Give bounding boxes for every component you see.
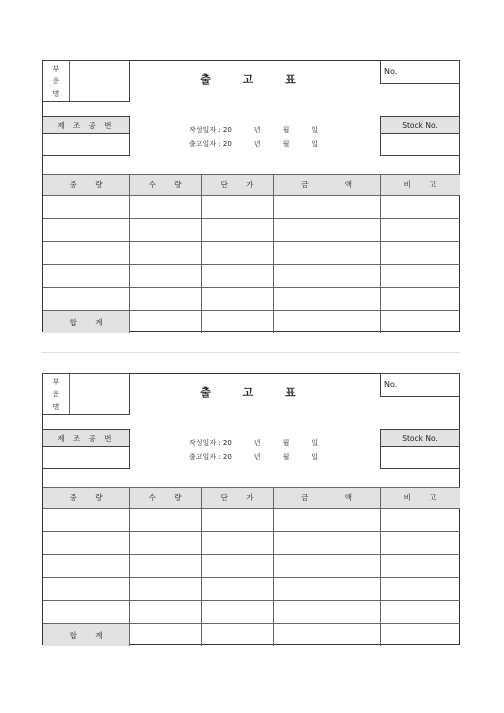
department-char: 부 [52, 378, 60, 387]
date-block [189, 123, 318, 151]
department-label [43, 374, 69, 415]
table-cell[interactable] [44, 219, 128, 240]
table-cell[interactable] [381, 288, 459, 309]
department-char: 부 [52, 65, 60, 74]
total-cell[interactable] [274, 624, 379, 645]
total-cell[interactable] [381, 311, 459, 332]
table-cell[interactable] [44, 578, 128, 599]
table-cell[interactable] [202, 265, 272, 286]
table-cell[interactable] [202, 601, 272, 622]
column-header: 수 량 [148, 180, 182, 189]
table-row-divider [43, 174, 460, 175]
table-cell[interactable] [381, 265, 459, 286]
table-cell[interactable] [274, 601, 379, 622]
product-number-label: 제 조 공 번 [42, 429, 130, 447]
product-number-input[interactable] [42, 133, 130, 156]
date-shipped-row: 출고일자 : 20 년 월 일 [189, 140, 319, 148]
table-cell[interactable] [44, 242, 128, 263]
table-cell[interactable] [274, 532, 379, 553]
table-cell[interactable] [381, 601, 459, 622]
no-label: No. [384, 380, 398, 389]
table-cell[interactable] [381, 242, 459, 263]
table-cell[interactable] [381, 219, 459, 240]
table-cell[interactable] [381, 196, 459, 217]
no-label: No. [384, 67, 398, 76]
table-cell[interactable] [130, 196, 200, 217]
product-number-label: 제 조 공 번 [42, 116, 130, 134]
table-cell[interactable] [381, 532, 459, 553]
table-cell[interactable] [381, 578, 459, 599]
stock-number-label: Stock No. [380, 116, 460, 134]
form-title: 출 고 표 [200, 73, 310, 86]
table-cell[interactable] [202, 555, 272, 576]
table-cell[interactable] [130, 578, 200, 599]
table-cell[interactable] [44, 601, 128, 622]
table-cell[interactable] [44, 509, 128, 530]
table-cell[interactable] [274, 509, 379, 530]
column-header: 금 액 [301, 180, 352, 189]
department-char: 운 [52, 77, 60, 86]
table-cell[interactable] [274, 555, 379, 576]
stock-number-label: Stock No. [380, 429, 460, 447]
column-header: 비 고 [403, 180, 437, 189]
table-cell[interactable] [381, 509, 459, 530]
date-created-row: 작성일자 : 20 년 월 일 [189, 126, 319, 134]
table-cell[interactable] [44, 265, 128, 286]
total-cell[interactable] [274, 311, 379, 332]
total-label: 합 계 [43, 311, 129, 333]
department-char: 명 [52, 89, 60, 98]
table-cell[interactable] [130, 532, 200, 553]
table-cell[interactable] [202, 196, 272, 217]
table-cell[interactable] [202, 578, 272, 599]
department-char: 운 [52, 390, 60, 399]
column-header: 단 가 [220, 180, 254, 189]
date-block [189, 436, 318, 464]
table-row-divider [43, 487, 460, 488]
form-separator [42, 352, 460, 353]
department-input[interactable] [71, 63, 127, 99]
table-cell[interactable] [130, 509, 200, 530]
table-cell[interactable] [130, 555, 200, 576]
total-label: 합 계 [43, 624, 129, 646]
table-cell[interactable] [44, 196, 128, 217]
shipping-slip [42, 60, 460, 332]
table-cell[interactable] [130, 288, 200, 309]
department-input[interactable] [71, 376, 127, 412]
table-cell[interactable] [381, 555, 459, 576]
table-cell[interactable] [44, 532, 128, 553]
table-cell[interactable] [130, 242, 200, 263]
total-cell[interactable] [381, 624, 459, 645]
table-cell[interactable] [130, 219, 200, 240]
table-cell[interactable] [202, 509, 272, 530]
product-number-input[interactable] [42, 446, 130, 469]
table-cell[interactable] [274, 242, 379, 263]
table-cell[interactable] [130, 265, 200, 286]
table-cell[interactable] [44, 555, 128, 576]
total-cell[interactable] [130, 624, 200, 645]
table-cell[interactable] [274, 196, 379, 217]
table-cell[interactable] [202, 288, 272, 309]
column-header: 중 량 [69, 493, 103, 502]
column-header: 비 고 [403, 493, 437, 502]
table-cell[interactable] [274, 265, 379, 286]
total-cell[interactable] [130, 311, 200, 332]
form-title: 출 고 표 [200, 386, 310, 399]
divider [69, 61, 70, 101]
total-cell[interactable] [202, 311, 272, 332]
total-cell[interactable] [202, 624, 272, 645]
table-cell[interactable] [202, 532, 272, 553]
stock-number-input[interactable] [380, 133, 460, 156]
table-cell[interactable] [274, 219, 379, 240]
table-cell[interactable] [274, 288, 379, 309]
date-shipped-row: 출고일자 : 20 년 월 일 [189, 453, 319, 461]
date-created-row: 작성일자 : 20 년 월 일 [189, 439, 319, 447]
column-header: 중 량 [69, 180, 103, 189]
department-label [43, 61, 69, 102]
table-cell[interactable] [130, 601, 200, 622]
divider [69, 374, 70, 414]
table-cell[interactable] [44, 288, 128, 309]
table-cell[interactable] [202, 219, 272, 240]
column-header: 금 액 [301, 493, 352, 502]
table-cell[interactable] [274, 578, 379, 599]
stock-number-input[interactable] [380, 446, 460, 469]
column-header: 수 량 [148, 493, 182, 502]
table-cell[interactable] [202, 242, 272, 263]
department-char: 명 [52, 402, 60, 411]
column-header: 단 가 [220, 493, 254, 502]
shipping-slip [42, 373, 460, 645]
